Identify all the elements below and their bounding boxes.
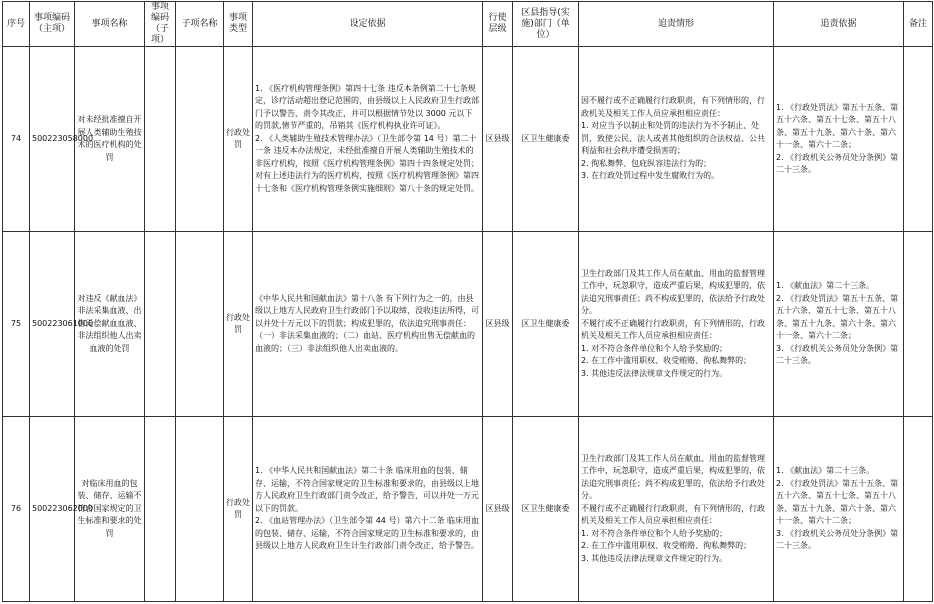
acc-basis-item: 3. 《行政机关公务员处分条例》第二十三条。 — [776, 528, 899, 551]
header-subcode: 事项编码（子项） — [145, 2, 176, 47]
acc-basis-item: 1. 《行政处罚法》第五十五条、第五十六条、第五十七条、第五十八条、第五十九条、第六十条、第六十一条、第六十二条； — [776, 102, 899, 149]
accountability-item: 2. 徇私舞弊、包庇纵容违法行为的； — [581, 158, 712, 168]
cell-accountability — [579, 417, 774, 602]
cell-basis — [253, 232, 483, 417]
cell-seq: 74 — [3, 47, 30, 232]
acc-basis-item: 1. 《献血法》第二十三条。 — [776, 281, 875, 291]
header-acc-basis: 追责依据 — [774, 2, 904, 47]
cell-type: 行政处罚 — [224, 47, 253, 232]
cell-dept: 区卫生健康委 — [513, 417, 579, 602]
header-row — [3, 2, 933, 47]
accountability-item: 不履行或不正确履行行政职责，有下列情形的，行政机关及相关工作人员应承担相应责任： — [581, 503, 765, 526]
cell-remark — [904, 232, 933, 417]
cell-code: 500223062000 — [30, 417, 75, 602]
cell-type: 行政处罚 — [224, 417, 253, 602]
cell-subcode — [145, 47, 176, 232]
cell-remark — [904, 47, 933, 232]
cell-acc-basis — [774, 47, 904, 232]
cell-level: 区县级 — [483, 47, 513, 232]
header-name: 事项名称 — [75, 2, 145, 47]
acc-basis-item: 2. 《行政处罚法》第五十五条、第五十六条、第五十七条、第五十八条、第五十九条、第六十条、第六十一条、第六十二条； — [776, 293, 899, 341]
accountability-item: 2. 在工作中滥用职权、收受贿赂、徇私舞弊的； — [581, 356, 752, 366]
cell-seq: 76 — [3, 417, 30, 602]
cell-level: 区县级 — [483, 232, 513, 417]
cell-accountability — [579, 47, 774, 232]
cell-name: 对临床用血的包装、储存、运输不符合国家规定的卫生标准和要求的处罚 — [75, 417, 145, 602]
cell-acc-basis — [774, 417, 904, 602]
header-code: 事项编码（主项） — [30, 2, 75, 47]
basis-paragraph: 1. 《中华人民共和国献血法》第二十条 临床用血的包装、储存、运输，不符合国家规定的卫生标准和要求的，由县级以上地方人民政府卫生行政部门责令改正，给予警告，可以并处一万元以下的罚款。 — [255, 466, 479, 513]
accountability-item: 2. 在工作中滥用职权、收受贿赂、徇私舞弊的； — [581, 541, 752, 551]
table-row — [3, 417, 933, 602]
accountability-item: 卫生行政部门及其工作人员在献血、用血的监督管理工作中，玩忽职守，造成严重后果，构成犯罪的，依法追究刑事责任；尚不构成犯罪的，依法给予行政处分。 — [581, 268, 765, 316]
header-subname: 子项名称 — [176, 2, 224, 47]
cell-name: 对未经批准擅自开展人类辅助生殖技术的医疗机构的处罚 — [75, 47, 145, 232]
header-accountability: 追责情形 — [579, 2, 774, 47]
matter-table — [2, 1, 933, 602]
basis-paragraph: 2. 《人类辅助生殖技术管理办法》（卫生部令第 14 号）第二十一条 违反本办法规定，未经批准擅自开展人类辅助生殖技术的非医疗机构，按照《医疗机构管理条例》第四十四条规定处罚；对有上述违法行为的医疗机构，按照《医疗机构管理条例》第四十七条和《医疗机构管理条例实施细则》第八十条的规定处罚。 — [255, 133, 479, 193]
accountability-item: 1. 对不符合条件单位和个人给予奖励的； — [581, 528, 728, 538]
accountability-item: 1. 对不符合条件单位和个人给予奖励的； — [581, 343, 728, 353]
acc-basis-item: 1. 《献血法》第二十三条。 — [776, 466, 875, 476]
cell-accountability — [579, 232, 774, 417]
cell-acc-basis — [774, 232, 904, 417]
basis-paragraph: 2. 《血站管理办法》（卫生部令第 44 号）第六十二条 临床用血的包装、储存、运输，不符合国家规定的卫生标准和要求的，由县级以上地方人民政府卫生计生行政部门责令改正，给予警告。 — [255, 516, 479, 551]
cell-name: 对违反《献血法》非法采集血液、出售无偿献血血液、非法组织他人出卖血液的处罚 — [75, 232, 145, 417]
accountability-item: 3. 在行政处罚过程中发生腐败行为的。 — [581, 171, 720, 181]
cell-dept: 区卫生健康委 — [513, 232, 579, 417]
cell-dept: 区卫生健康委 — [513, 47, 579, 232]
cell-subname — [176, 47, 224, 232]
accountability-item: 3. 其他违反法律法规章文件规定的行为。 — [581, 368, 728, 378]
cell-subname — [176, 417, 224, 602]
cell-subcode — [145, 417, 176, 602]
cell-level: 区县级 — [483, 417, 513, 602]
accountability-item: 3. 其他违反法律法规章文件规定的行为。 — [581, 553, 728, 563]
accountability-item: 不履行或不正确履行行政职责，有下列情形的，行政机关及相关工作人员应承担相应责任： — [581, 318, 765, 341]
acc-basis-item: 2. 《行政处罚法》第五十五条、第五十六条、第五十七条、第五十八条、第五十九条、第六十条、第六十一条、第六十二条； — [776, 478, 899, 526]
header-dept: 区县指导(实施)部门（单位） — [513, 2, 579, 47]
header-type: 事项类型 — [224, 2, 253, 47]
basis-paragraph: 1. 《医疗机构管理条例》第四十七条 违反本条例第二十七条规定，诊疗活动超出登记范围的，由县级以上人民政府卫生行政部门予以警告、责令其改正，并可以根据情节处以 3000 元以下的罚款,情节严重的，吊销其《医疗机构执业许可证》。 — [255, 83, 479, 131]
cell-subname — [176, 232, 224, 417]
cell-code: 500223061000 — [30, 232, 75, 417]
header-remark: 备注 — [904, 2, 933, 47]
table-row — [3, 232, 933, 417]
cell-type: 行政处罚 — [224, 232, 253, 417]
cell-basis — [253, 417, 483, 602]
table-row — [3, 47, 933, 232]
acc-basis-item: 3. 《行政机关公务员处分条例》第二十三条。 — [776, 343, 899, 366]
accountability-item: 因不履行或不正确履行行政职责，有下列情形的，行政机关及相关工作人员应承担相应责任： — [581, 96, 765, 118]
accountability-item: 1. 对应当予以制止和处罚的违法行为不予制止、处罚，致使公民、法人或者其他组织的合法权益、公共利益和社会秩序遭受损害的； — [581, 121, 765, 156]
cell-basis — [253, 47, 483, 232]
header-level: 行使层级 — [483, 2, 513, 47]
cell-subcode — [145, 232, 176, 417]
accountability-item: 卫生行政部门及其工作人员在献血、用血的监督管理工作中，玩忽职守，造成严重后果，构成犯罪的，依法追究刑事责任；尚不构成犯罪的，依法给予行政处分。 — [581, 453, 765, 501]
cell-seq: 75 — [3, 232, 30, 417]
acc-basis-item: 2. 《行政机关公务员处分条例》第二十三条。 — [776, 152, 899, 174]
header-basis: 设定依据 — [253, 2, 483, 47]
cell-code: 500223058000 — [30, 47, 75, 232]
cell-remark — [904, 417, 933, 602]
header-seq: 序号 — [3, 2, 30, 47]
basis-paragraph: 《中华人民共和国献血法》第十八条 有下列行为之一的，由县级以上地方人民政府卫生行政部门予以取缔，没收违法所得，可以并处十万元以下的罚款；构成犯罪的，依法追究刑事责任：（一）非法采集血液的；（二）血站、医疗机构出售无偿献血的血液的；（三）非法组织他人出卖血液的。 — [255, 293, 479, 353]
